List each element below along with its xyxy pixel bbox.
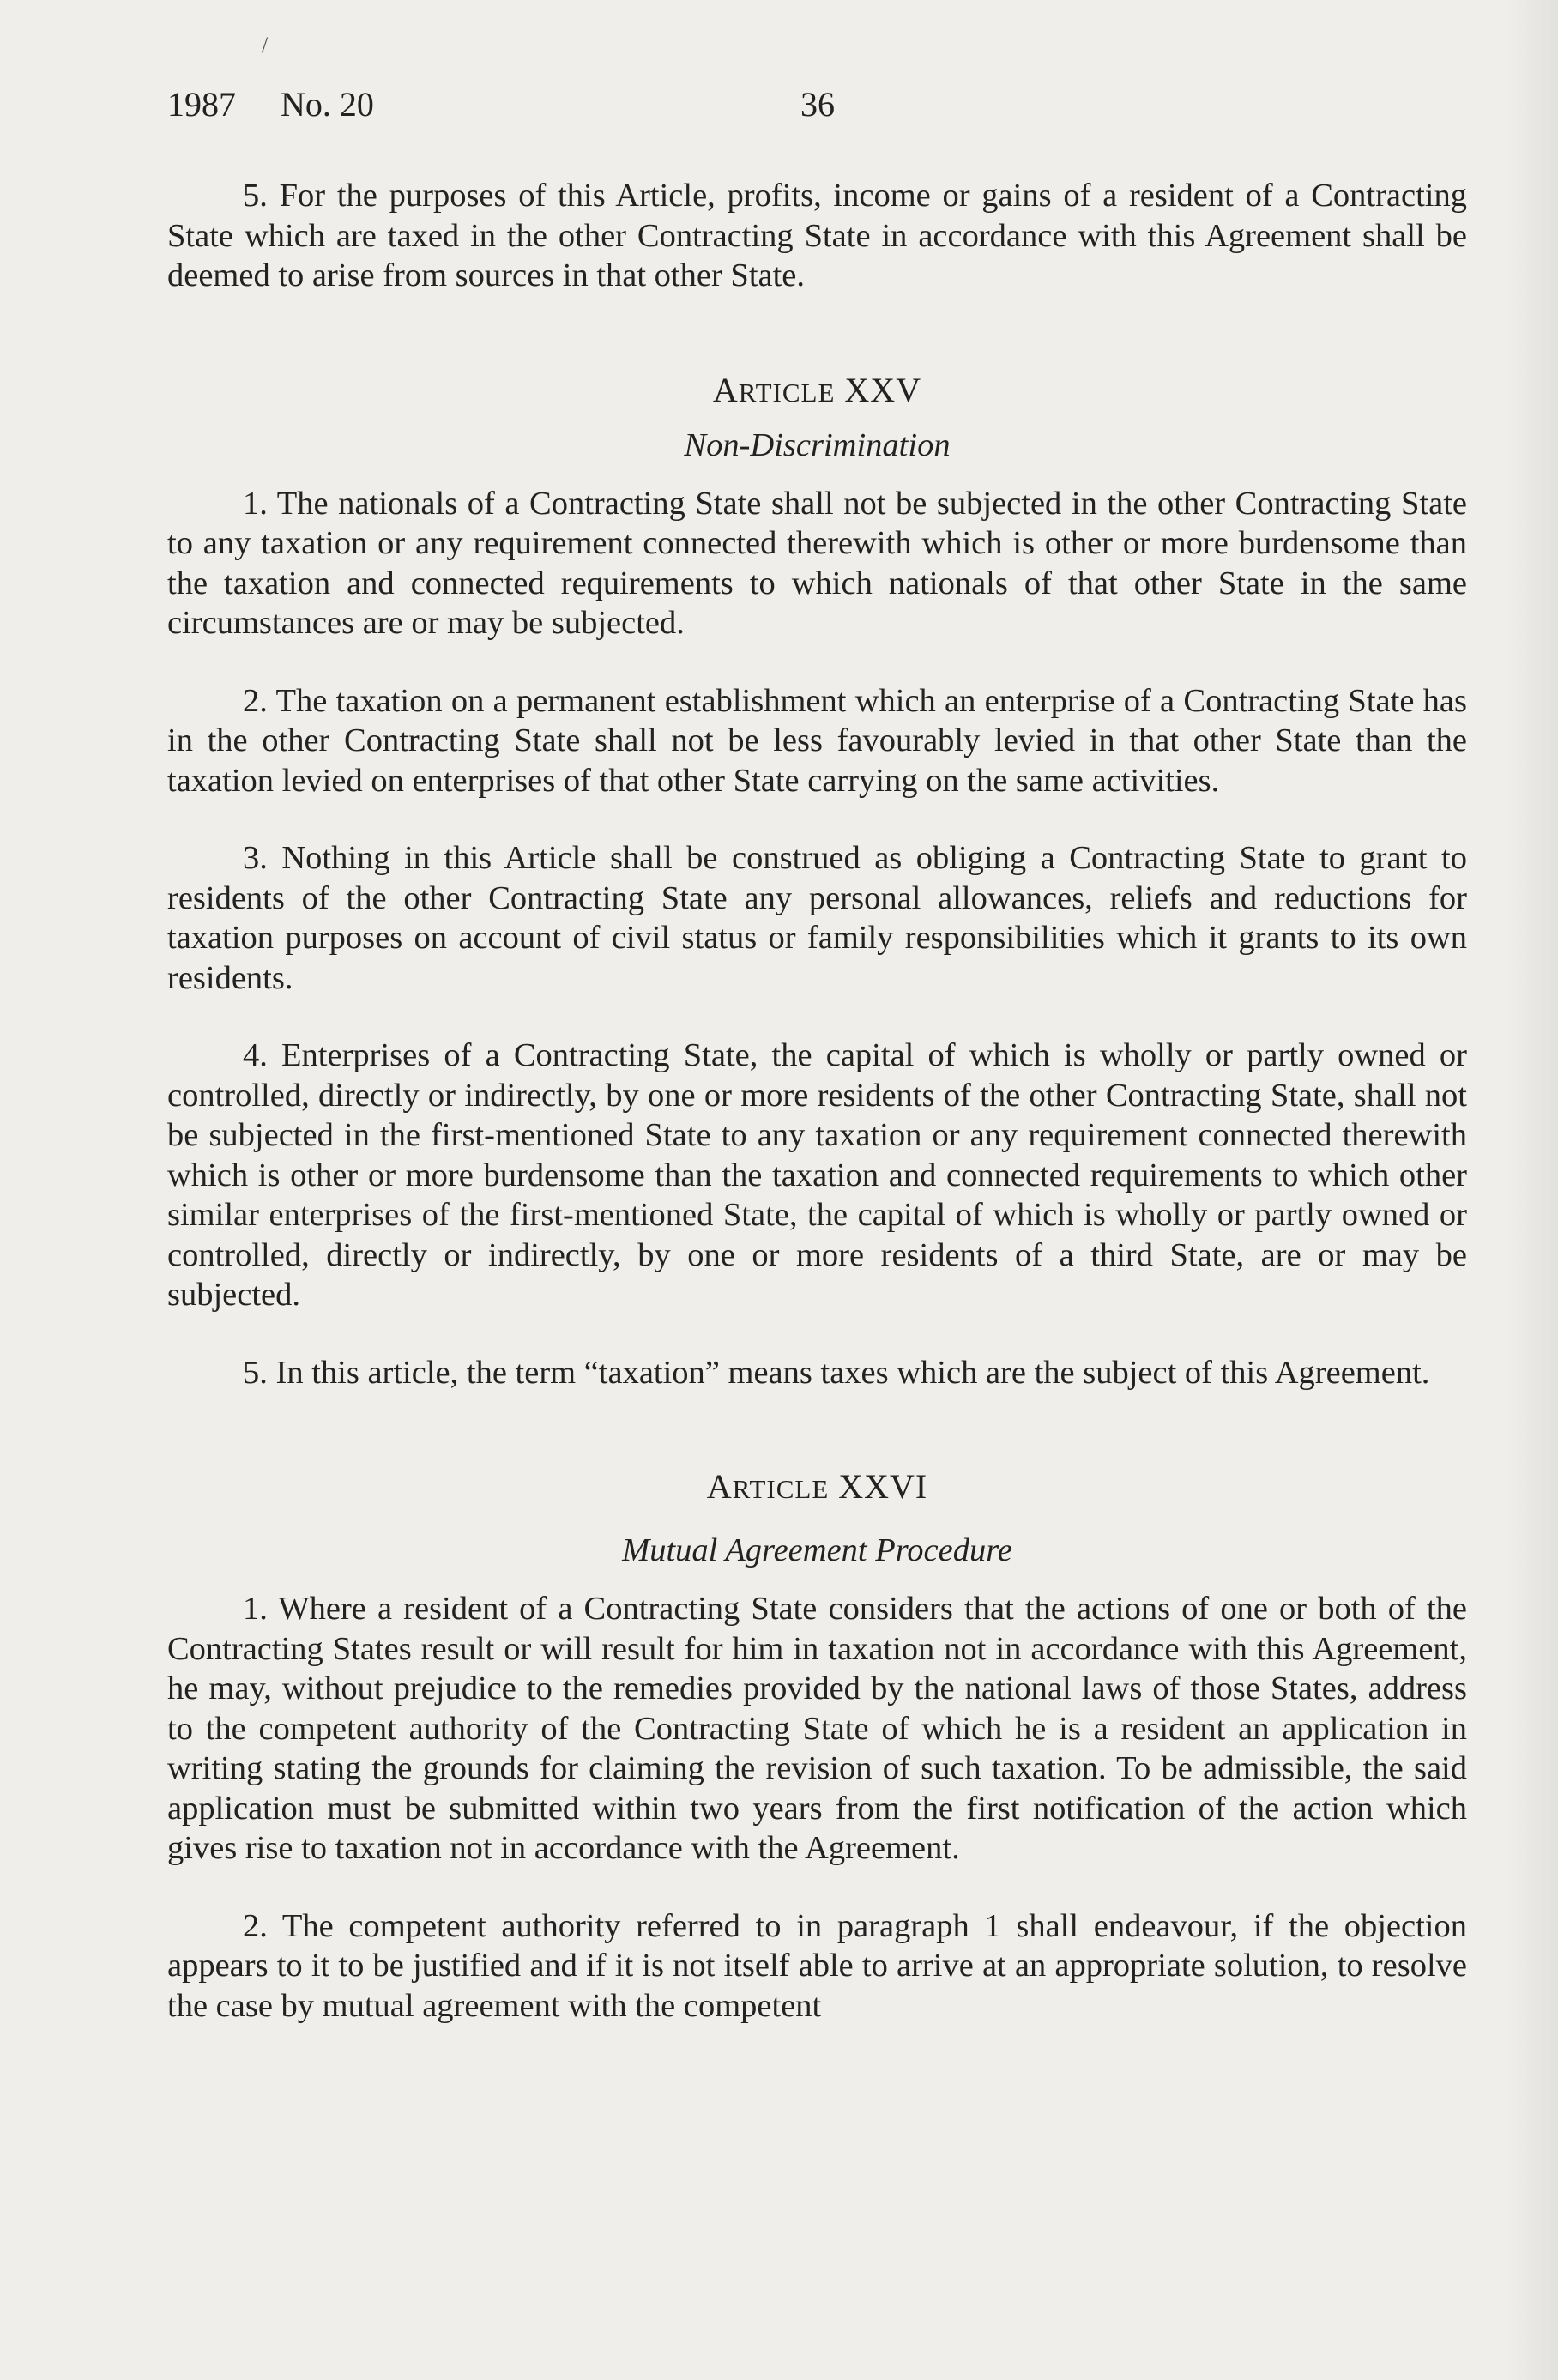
header-year: 1987 (167, 85, 236, 124)
article-xxvi-paragraph-2: 2. The competent authority referred to in paragraph 1 shall endeavour, if the objection appears to it to be justified and if it is not itself able to arrive at an appropriate solution, to resolve the case by mutual agreement with the competent (167, 1907, 1467, 2024)
article-xxvi-paragraph-1: 1. Where a resident of a Contracting State considers that the actions of one or both of the Contracting States result or will result for him in taxation not in accordance with this Agreement, he may, without prejudice to the remedies provided by the national laws of those States, address to the competent authority of the Contracting State of which he is a resident an application in writing stating the grounds for claiming the revision of such taxation. To be admissible, the said application must be submitted within two years from the first notification of the action which gives rise to taxation not in accordance with the Agreement. (167, 1591, 1467, 1866)
article-xxvi-heading-word: RTICLE (732, 1474, 830, 1504)
article-xxv-title: Non-Discrimination (684, 426, 951, 463)
article-xxv-heading-word: RTICLE (738, 377, 836, 408)
document-body (167, 176, 1467, 2026)
page-number: 36 (800, 85, 835, 124)
margin-mark: / (262, 33, 269, 57)
article-xxv-paragraph-5: 5. In this article, the term “taxation” means taxes which are the subject of this Agreement. (243, 1354, 1430, 1391)
article-xxv-heading-initial: A (712, 370, 739, 409)
article-xxv-heading-number: XXV (844, 370, 922, 409)
article-xxv-paragraph-4: 4. Enterprises of a Contracting State, the capital of which is wholly or partly owned or controlled, directly or indirectly, by one or more residents of the other Contracting State, shall not be subjected in the first-mentioned State to any taxation or any requirement connected therewith which is other or more burdensome than the taxation and connected requirements to which other similar enterprises of the first-mentioned State, the capital of which is wholly or partly owned or controlled, directly or indirectly, by one or more residents of a third State, are or may be subjected. (167, 1037, 1467, 1313)
article-xxv-paragraph-2: 2. The taxation on a permanent establishment which an enterprise of a Contracting State has in the other Contracting State shall not be less favourably levied in that other State than the taxation levied on enterprises of that other State carrying on the same activities. (167, 682, 1467, 799)
page-header (167, 79, 1471, 130)
header-number: No. 20 (281, 85, 374, 124)
article-xxvi-heading (167, 1466, 1467, 1510)
article-xxvi-heading-number: XXVI (838, 1467, 928, 1506)
article-xxvi-title: Mutual Agreement Procedure (622, 1532, 1012, 1568)
article-xxv-paragraph-3: 3. Nothing in this Article shall be construed as obliging a Contracting State to grant to residents of the other Contracting State any personal allowances, reliefs and reductions for taxation purposes on account of civil status or family responsibilities which it grants to its own residents. (167, 840, 1467, 996)
article-xxv-heading (167, 370, 1467, 414)
page-edge-shadow (1507, 0, 1558, 2380)
article-xxvi-heading-initial: A (706, 1467, 733, 1506)
article-xxv-paragraph-1: 1. The nationals of a Contracting State shall not be subjected in the other Contracting State to any taxation or any requirement connected therewith which is other or more burdensome than the taxation and connected requirements to which nationals of that other State in the same circumstances are or may be subjected. (167, 485, 1467, 641)
article-xxiv-paragraph-5: 5. For the purposes of this Article, profits, income or gains of a resident of a Contracting State which are taxed in the other Contracting State in accordance with this Agreement shall be deemed to arise from sources in that other State. (167, 178, 1467, 293)
